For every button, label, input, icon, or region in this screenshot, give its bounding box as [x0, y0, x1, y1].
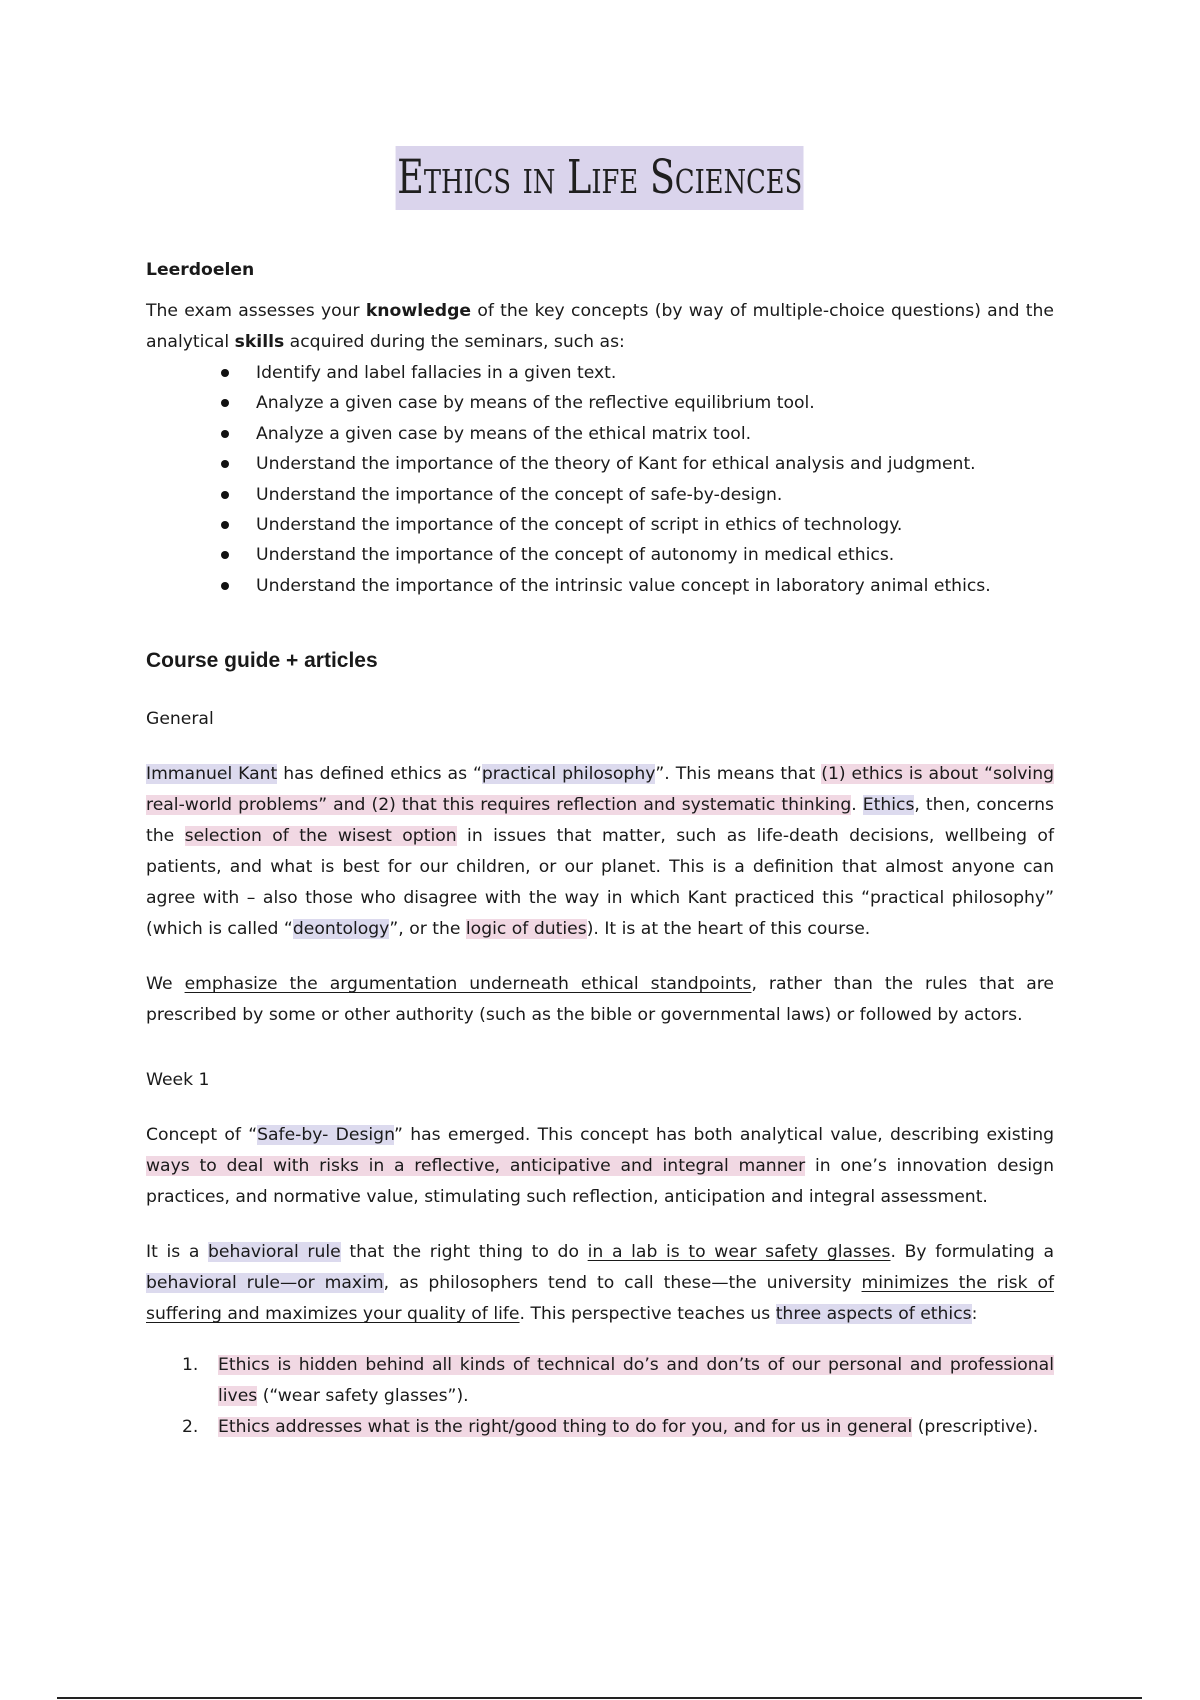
course-guide-heading: Course guide + articles — [146, 649, 378, 673]
list-item: 1. Ethics is hidden behind all kinds of technical do’s and don’ts of our personal and professional lives (“wear safety glasses”). — [182, 1355, 1054, 1407]
title-wrap — [0, 146, 1200, 210]
list-item: 2. Ethics addresses what is the right/good thing to do for you, and for us in general (prescriptive). — [182, 1417, 1039, 1438]
bullet-icon — [221, 369, 229, 377]
list-item: Analyze a given case by means of the ethical matrix tool. — [146, 419, 1054, 449]
bullet-icon — [221, 551, 229, 559]
ethics-aspects-list — [146, 1350, 1054, 1443]
bullet-icon — [221, 430, 229, 438]
learning-goals-list — [146, 358, 1054, 601]
paragraph-argumentation: We emphasize the argumentation underneath ethical standpoints, rather than the rules that are prescribed by some or other authority (such as the bible or governmental laws) or followed by actors. — [146, 974, 1055, 1026]
week1-heading: Week 1 — [146, 1070, 210, 1091]
general-heading: General — [146, 709, 214, 730]
bullet-icon — [221, 399, 229, 407]
leerdoelen-intro: The exam assesses your knowledge of the key concepts (by way of multiple-choice questions) and the analytical skills acquired during the seminars, such as: — [146, 301, 1054, 352]
paragraph-safe-by-design: Concept of “Safe-by- Design” has emerged. This concept has both analytical value, describing existing ways to deal with risks in a reflective, anticipative and integral manner in one’s innovation design practices, and normative value, stimulating such reflection, anticipation and integral assessment. — [146, 1125, 1054, 1208]
list-item: Understand the importance of the intrinsic value concept in laboratory animal ethics. — [146, 571, 1054, 601]
bullet-icon — [221, 582, 229, 590]
paragraph-general: Immanuel Kant has defined ethics as “practical philosophy”. This means that (1) ethics is about “solving real-world problems” and (2) that this requires reflection and systematic thinking. Ethics, then, concerns the selection of the wisest option in issues that matter, such as life-death decisions, wellbeing of patients, and what is best for our children, or our planet. This is a definition that almost anyone can agree with – also those who disagree with the way in which Kant practiced this “practical philosophy” (which is called “deontology”, or the logic of duties). It is at the heart of this course. — [146, 764, 1054, 940]
list-item: Understand the importance of the concept of safe-by-design. — [146, 480, 1054, 510]
list-item: Understand the importance of the concept of script in ethics of technology. — [146, 510, 1054, 540]
list-item: Identify and label fallacies in a given text. — [146, 358, 1054, 388]
bullet-icon — [221, 491, 229, 499]
paragraph-behavioral-rule: It is a behavioral rule that the right thing to do in a lab is to wear safety glasses. By formulating a behavioral rule—or maxim, as philosophers tend to call these—the university minimizes the risk of suffering and maximizes your quality of life. This perspective teaches us three aspects of ethics: — [146, 1242, 1055, 1325]
leerdoelen-heading: Leerdoelen — [146, 260, 255, 280]
document-content — [146, 255, 1054, 1443]
bullet-icon — [221, 460, 229, 468]
bullet-icon — [221, 521, 229, 529]
list-item: Understand the importance of the theory of Kant for ethical analysis and judgment. — [146, 449, 1054, 479]
document-title: Ethics in Life Sciences — [396, 146, 804, 210]
list-item: Analyze a given case by means of the reflective equilibrium tool. — [146, 388, 1054, 418]
footer-divider — [57, 1697, 1142, 1699]
list-item: Understand the importance of the concept of autonomy in medical ethics. — [146, 540, 1054, 570]
